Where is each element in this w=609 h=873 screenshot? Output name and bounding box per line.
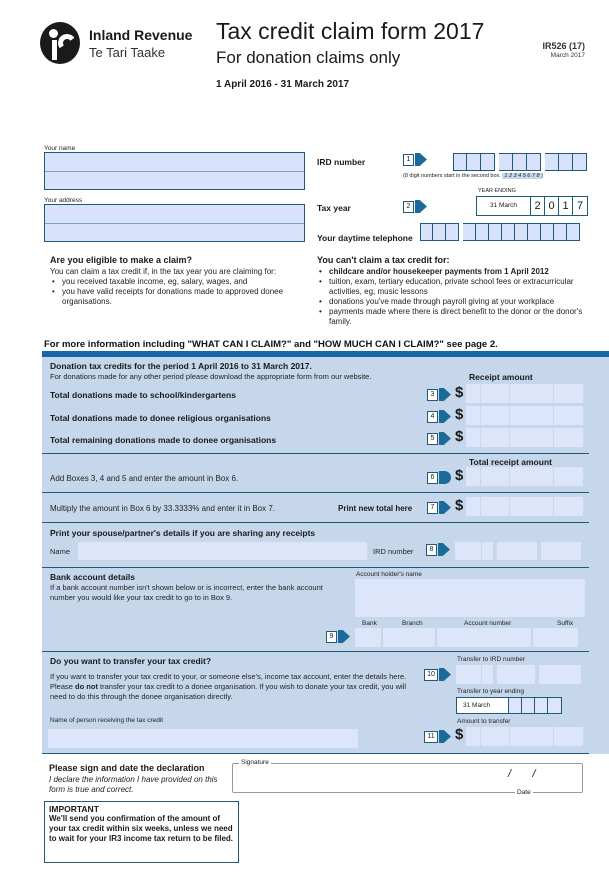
recipient-name-field[interactable] — [48, 729, 358, 748]
box-7-marker: 7 — [427, 501, 451, 514]
transfer-year-field[interactable]: 31 March — [456, 697, 562, 714]
important-heading: IMPORTANT — [49, 804, 99, 814]
cannot-claim-section — [317, 255, 587, 327]
more-info-text: For more information including "WHAT CAN I CLAIM?" and "HOW MUCH CAN I CLAIM?" see page 2. — [44, 339, 498, 350]
box-2-marker: 2 — [403, 200, 427, 213]
arrow-right-icon — [439, 388, 451, 401]
address-label: Your address — [44, 197, 83, 204]
box-7-amount-field[interactable] — [466, 497, 583, 516]
multiply-instruction: Multiply the amount in Box 6 by 33.3333% and enter it in Box 7. — [50, 504, 276, 513]
box-6-amount-field[interactable] — [466, 467, 583, 486]
divider — [42, 453, 589, 454]
recipient-label: Name of person receiving the tax credit — [50, 717, 164, 724]
declaration-heading: Please sign and date the declaration — [49, 763, 205, 773]
arrow-right-icon — [415, 153, 427, 166]
signature-label: Signature — [241, 759, 269, 766]
spouse-name-field[interactable] — [78, 542, 367, 560]
cannot-claim-heading: You can't claim a tax credit for: — [317, 255, 450, 265]
suffix-col-label: Suffix — [557, 620, 574, 627]
name-label: Your name — [44, 145, 76, 152]
cannot-claim-item: • donations you've made through payroll giving at your workplace — [317, 297, 587, 307]
tax-year-field[interactable]: 31 March 2 0 1 7 — [476, 196, 588, 216]
important-notice — [44, 801, 239, 863]
box-5-amount-field[interactable] — [466, 428, 583, 447]
address-field[interactable] — [44, 204, 305, 242]
add-instruction: Add Boxes 3, 4 and 5 and enter the amount in Box 6. — [50, 474, 239, 483]
tax-year-label: Tax year — [317, 203, 351, 213]
branch-col-label: Branch — [402, 620, 423, 627]
box-6-marker: 6 — [427, 471, 451, 484]
divider — [42, 492, 589, 493]
dollar-sign: $ — [455, 384, 464, 401]
date-label: Date — [517, 789, 531, 796]
print-new-total-label: Print new total here — [338, 504, 413, 513]
spouse-ird-field[interactable] — [455, 542, 581, 560]
account-number-col-label: Account number — [464, 620, 512, 627]
date-separators: / / — [508, 768, 536, 780]
form-code: IR526 (17) — [542, 41, 585, 51]
box-5-marker: 5 — [427, 432, 451, 445]
box-4-amount-field[interactable] — [466, 406, 583, 425]
box-10-marker: 10 — [424, 668, 451, 681]
box-9-marker: 9 — [326, 630, 350, 643]
arrow-right-icon — [439, 668, 451, 681]
cannot-claim-item: • childcare and/or housekeeper payments from 1 April 2012 — [317, 267, 587, 277]
eligibility-item: • you received taxable income, eg, salary, wages, and — [50, 277, 310, 287]
box-1-marker: 1 — [403, 153, 427, 166]
box-3-marker: 3 — [427, 388, 451, 401]
arrow-right-icon — [338, 630, 350, 643]
form-subtitle: For donation claims only — [216, 48, 401, 67]
transfer-year-label: Transfer to year ending — [457, 688, 524, 695]
arrow-right-icon — [439, 730, 451, 743]
declaration-text: I declare the information I have provided on this form is true and correct. — [49, 775, 218, 794]
bank-col-label: Bank — [362, 620, 377, 627]
bank-account-field[interactable] — [355, 628, 578, 647]
account-holder-field[interactable] — [355, 579, 585, 617]
ird-number-cells[interactable] — [453, 153, 587, 171]
account-holder-label: Account holder's name — [356, 571, 422, 578]
dollar-sign: $ — [455, 726, 464, 743]
arrow-right-icon — [439, 501, 451, 514]
arrow-right-icon — [438, 543, 450, 556]
ird-number-label: IRD number — [317, 157, 366, 167]
transfer-heading: Do you want to transfer your tax credit? — [50, 656, 212, 666]
cannot-claim-item: • tuition, exam, tertiary education, private school fees or extracurricular activities, eg, music lessons — [317, 277, 587, 297]
dollar-sign: $ — [455, 467, 464, 484]
donations-note: For donations made for any other period please download the appropriate form from our website. — [50, 372, 372, 381]
arrow-right-icon — [415, 200, 427, 213]
divider — [42, 753, 589, 754]
transfer-text: If you want to transfer your tax credit to your, or someone else's, income tax account, enter the details here. Please do not transfer your tax credit to a donee organisation. If you wish to donate your tax credit, you will need to do this through the donee organisation directly. — [50, 672, 407, 701]
box-3-amount-field[interactable] — [466, 384, 583, 403]
arrow-right-icon — [439, 410, 451, 423]
total-receipt-label: Total receipt amount — [469, 457, 552, 467]
divider — [42, 651, 589, 652]
divider — [42, 567, 589, 568]
panel-top-bar — [42, 351, 609, 357]
form-date: March 2017 — [550, 52, 585, 59]
form-period: 1 April 2016 - 31 March 2017 — [216, 79, 350, 90]
phone-label: Your daytime telephone — [317, 233, 413, 243]
dollar-sign: $ — [455, 406, 464, 423]
phone-cells[interactable] — [420, 223, 580, 241]
amount-to-transfer-label: Amount to transfer — [457, 718, 511, 725]
name-field[interactable] — [44, 152, 305, 190]
spouse-name-label: Name — [50, 547, 71, 556]
dollar-sign: $ — [455, 428, 464, 445]
transfer-amount-field[interactable] — [466, 727, 583, 746]
transfer-ird-label: Transfer to IRD number — [457, 656, 526, 663]
spouse-heading: Print your spouse/partner's details if you are sharing any receipts — [50, 528, 316, 538]
eligibility-item: • you have valid receipts for donations made to approved donee organisations. — [50, 287, 310, 307]
org-maori-name: Te Tari Taake — [89, 45, 166, 60]
form-title: Tax credit claim form 2017 — [216, 18, 485, 44]
cannot-claim-item: • payments made where there is direct benefit to the donor or the donor's family. — [317, 307, 587, 327]
important-text: We'll send you confirmation of the amount of your tax credit within six weeks, unless we need to wait for your IR3 income tax return to be filed. — [49, 814, 234, 843]
receipt-amount-label: Receipt amount — [469, 372, 533, 382]
box-11-marker: 11 — [424, 730, 451, 743]
divider — [42, 522, 589, 523]
dollar-sign: $ — [455, 497, 464, 514]
donation-row-label: Total donations made to donee religious organisations — [50, 413, 271, 423]
inland-revenue-logo — [40, 22, 80, 64]
eligibility-section — [50, 255, 310, 307]
donation-row-label: Total donations made to school/kindergartens — [50, 390, 236, 400]
eligibility-heading: Are you eligible to make a claim? — [50, 255, 193, 265]
org-name: Inland Revenue — [89, 27, 193, 43]
box-4-marker: 4 — [427, 410, 451, 423]
arrow-right-icon — [439, 432, 451, 445]
donations-heading: Donation tax credits for the period 1 April 2016 to 31 March 2017. — [50, 361, 312, 371]
eligibility-intro: You can claim a tax credit if, in the tax year you are claiming for: — [50, 267, 277, 276]
bank-heading: Bank account details — [50, 572, 136, 582]
donation-row-label: Total remaining donations made to donee organisations — [50, 435, 277, 445]
ird-hint: (8 digit numbers start in the second box. 1 2 3 4 5 6 7 8 ) — [403, 173, 544, 179]
transfer-ird-field[interactable] — [456, 665, 581, 684]
spouse-ird-label: IRD number — [373, 547, 414, 556]
box-8-marker: 8 — [426, 543, 450, 556]
bank-text: If a bank account number isn't shown below or is incorrect, enter the bank account number you would like your tax credit to go to in Box 9. — [50, 583, 323, 602]
year-ending-label: YEAR ENDING — [478, 188, 516, 194]
